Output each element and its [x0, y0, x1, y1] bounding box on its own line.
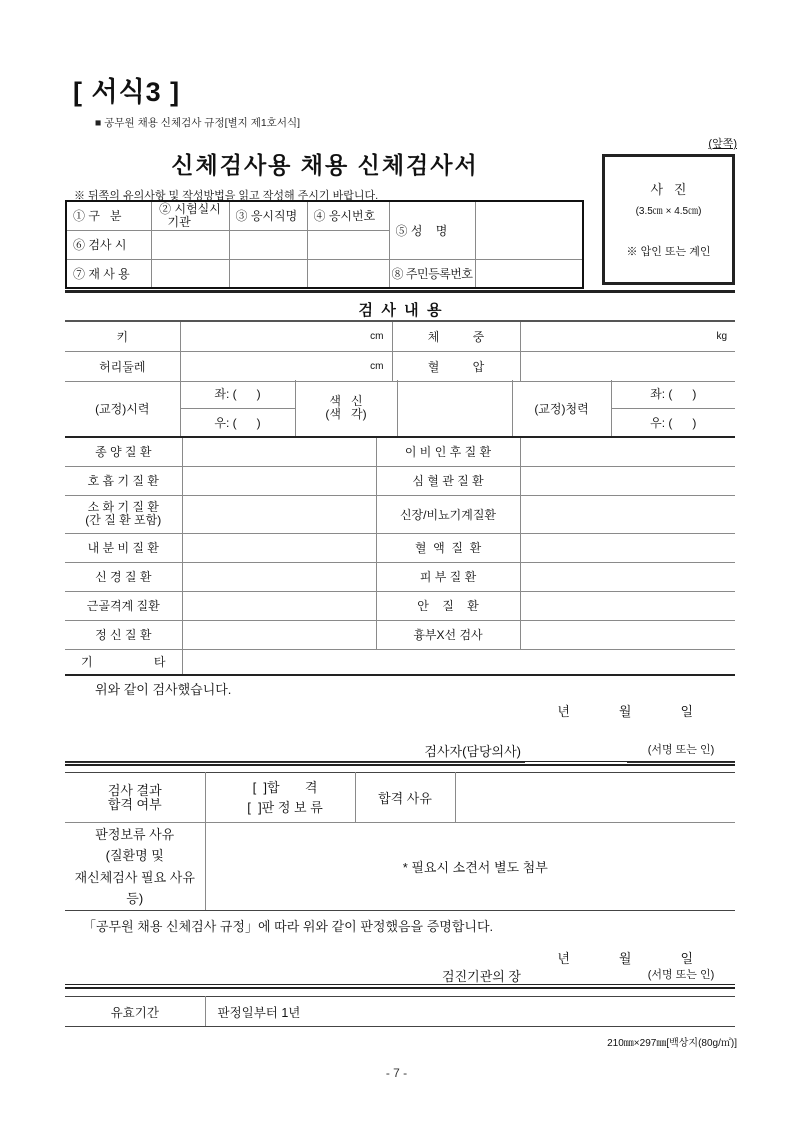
disease-label: 신장/비뇨기계질환: [376, 495, 520, 533]
disease-value-cell: [182, 466, 376, 495]
etc-value-cell: [182, 649, 735, 675]
seal-note: ※ 압인 또는 계인: [626, 246, 711, 258]
table-row: [65, 495, 735, 533]
reuse-position-cell: [229, 259, 307, 288]
table-row: [66, 259, 583, 288]
disease-value-cell: [182, 620, 376, 649]
blood-pressure-value-cell: [520, 351, 735, 381]
disease-value-cell: [182, 562, 376, 591]
validity-value: 판정일부터 1년: [205, 997, 735, 1027]
disease-label: 내 분 비 질 환: [65, 533, 182, 562]
position-label: ③ 응시직명: [229, 201, 307, 230]
disease-value-cell: [182, 437, 376, 466]
weight-label: 체 중: [392, 321, 520, 351]
disease-label: 안 질 환: [376, 591, 520, 620]
result-table: [65, 772, 735, 911]
waist-label: 허리둘레: [65, 351, 180, 381]
disease-table: [65, 436, 735, 676]
disease-label: 혈 액 질 환: [376, 533, 520, 562]
paper-spec-note: 210㎜×297㎜[백상지(80g/㎡)]: [607, 1038, 737, 1049]
double-rule-divider: [65, 761, 735, 766]
measurement-table: [65, 320, 735, 382]
vision-left-cell: 좌: ( ): [180, 380, 295, 408]
disease-label: 심 혈 관 질 환: [376, 466, 520, 495]
disease-label: 근골격계 질환: [65, 591, 182, 620]
hold-checkbox: [ ]판 정 보 류: [247, 799, 323, 815]
certify-statement: 「공무원 채용 신체검사 규정」에 따라 위와 같이 판정했음을 증명합니다.: [83, 919, 494, 934]
reuse-label: ⑦ 재 사 용: [66, 259, 151, 288]
hold-note-cell: * 필요시 소견서 별도 첨부: [205, 823, 735, 911]
disease-label: 정 신 질 환: [65, 620, 182, 649]
hearing-label: (교정)청력: [512, 380, 611, 436]
institution-head-label: 검진기관의 장: [65, 966, 525, 988]
blood-pressure-label: 혈 압: [392, 351, 520, 381]
name-label: ⑤ 성 명: [389, 201, 475, 259]
signature-or-seal-label: (서명 또는 인): [627, 966, 735, 988]
number-label: ④ 응시번호: [307, 201, 389, 230]
color-sense-label: 색 신 (색 각): [295, 380, 397, 436]
front-side-label: (앞쪽): [708, 138, 737, 150]
disease-label: 종 양 질 환: [65, 437, 182, 466]
exam-section-title: 검 사 내 용: [358, 302, 442, 319]
disease-label: 호 흡 기 질 환: [65, 466, 182, 495]
table-row: [65, 351, 735, 381]
pass-hold-checkboxes: [205, 773, 355, 823]
pass-checkbox: [ ]합 격: [252, 780, 318, 795]
day-label: 일: [680, 951, 693, 966]
reuse-agency-cell: [151, 259, 229, 288]
table-row: [65, 649, 735, 675]
signature-or-seal-label: (서명 또는 인): [627, 741, 735, 763]
height-value-cell: cm: [180, 321, 392, 351]
etc-label: 기 타: [65, 649, 182, 675]
pass-reason-value-cell: [455, 773, 735, 823]
vision-label: (교정)시력: [65, 380, 180, 436]
at-exam-position-cell: [229, 230, 307, 259]
examined-statement: 위와 같이 검사했습니다.: [95, 682, 232, 697]
year-label: 년: [557, 704, 570, 719]
photo-size-label: (3.5㎝ × 4.5㎝): [635, 206, 702, 217]
weight-value-cell: kg: [520, 321, 735, 351]
disease-value-cell: [182, 591, 376, 620]
at-exam-agency-cell: [151, 230, 229, 259]
reuse-number-cell: [307, 259, 389, 288]
form-number-heading: [ 서식3 ]: [73, 77, 181, 107]
disease-value-cell: [520, 591, 735, 620]
waist-value-cell: cm: [180, 351, 392, 381]
examiner-label: 검사자(담당의사): [65, 741, 525, 763]
disease-value-cell: [520, 533, 735, 562]
height-label: 키: [65, 321, 180, 351]
result-pass-label: 검사 결과 합격 여부: [65, 773, 205, 823]
table-row: [65, 773, 735, 823]
validity-label: 유효기간: [65, 997, 205, 1027]
page-number: - 7 -: [385, 1066, 408, 1080]
rrn-label: ⑧ 주민등록번호: [389, 259, 475, 288]
disease-value-cell: [520, 620, 735, 649]
pass-reason-label: 합격 사유: [355, 773, 455, 823]
vision-right-cell: 우: ( ): [180, 408, 295, 436]
table-row: [65, 562, 735, 591]
regulation-note: ■ 공무원 채용 신체검사 규정[별지 제1호서식]: [95, 117, 301, 129]
hold-reason-label: 판정보류 사유 (질환명 및 재신체검사 필요 사유 등): [65, 823, 205, 911]
table-row: [65, 437, 735, 466]
photo-box: [602, 154, 735, 285]
exam-date-line: [65, 701, 735, 720]
disease-label: 피 부 질 환: [376, 562, 520, 591]
table-row: [65, 380, 735, 408]
category-label: ① 구 분: [66, 201, 151, 230]
disease-value-cell: [182, 495, 376, 533]
hearing-right-cell: 우: ( ): [650, 415, 697, 430]
disease-label: 이 비 인 후 질 환: [376, 437, 520, 466]
disease-value-cell: [520, 562, 735, 591]
document-title: 신체검사용 채용 신체검사서: [171, 152, 479, 178]
disease-label: 소 화 기 질 환 (간 질 환 포함): [65, 495, 182, 533]
fill-instruction: ※ 뒤쪽의 유의사항 및 작성방법을 읽고 작성해 주시기 바랍니다.: [74, 190, 379, 202]
table-row: [65, 823, 735, 911]
name-value-cell: [475, 201, 583, 259]
agency-label: ② 시험실시 기관: [151, 201, 229, 230]
double-rule-divider: [65, 984, 735, 989]
disease-value-cell: [520, 495, 735, 533]
disease-label: 신 경 질 환: [65, 562, 182, 591]
year-label: 년: [557, 951, 570, 966]
hearing-left-cell: 좌: ( ): [611, 380, 735, 408]
table-row: [66, 201, 583, 230]
table-row: [65, 620, 735, 649]
table-row: [65, 591, 735, 620]
table-row: [65, 997, 735, 1027]
at-exam-number-cell: [307, 230, 389, 259]
disease-label: 흉부X선 검사: [376, 620, 520, 649]
table-row: [65, 466, 735, 495]
month-label: 월: [618, 951, 632, 966]
at-exam-label: ⑥ 검사 시: [66, 230, 151, 259]
section-divider: [65, 290, 735, 293]
disease-value-cell: [520, 437, 735, 466]
examiner-signature-line: [65, 741, 735, 763]
disease-value-cell: [520, 466, 735, 495]
certify-date-line: [65, 948, 735, 967]
vision-hearing-table: [65, 380, 735, 436]
validity-table: [65, 996, 735, 1027]
photo-label: 사 진: [650, 182, 687, 197]
disease-value-cell: [182, 533, 376, 562]
color-sense-value-cell: [397, 380, 512, 436]
day-label: 일: [680, 704, 693, 719]
table-row: [65, 533, 735, 562]
rrn-value-cell: [475, 259, 583, 288]
table-row: [65, 321, 735, 351]
month-label: 월: [618, 704, 632, 719]
applicant-info-table: [65, 200, 584, 289]
